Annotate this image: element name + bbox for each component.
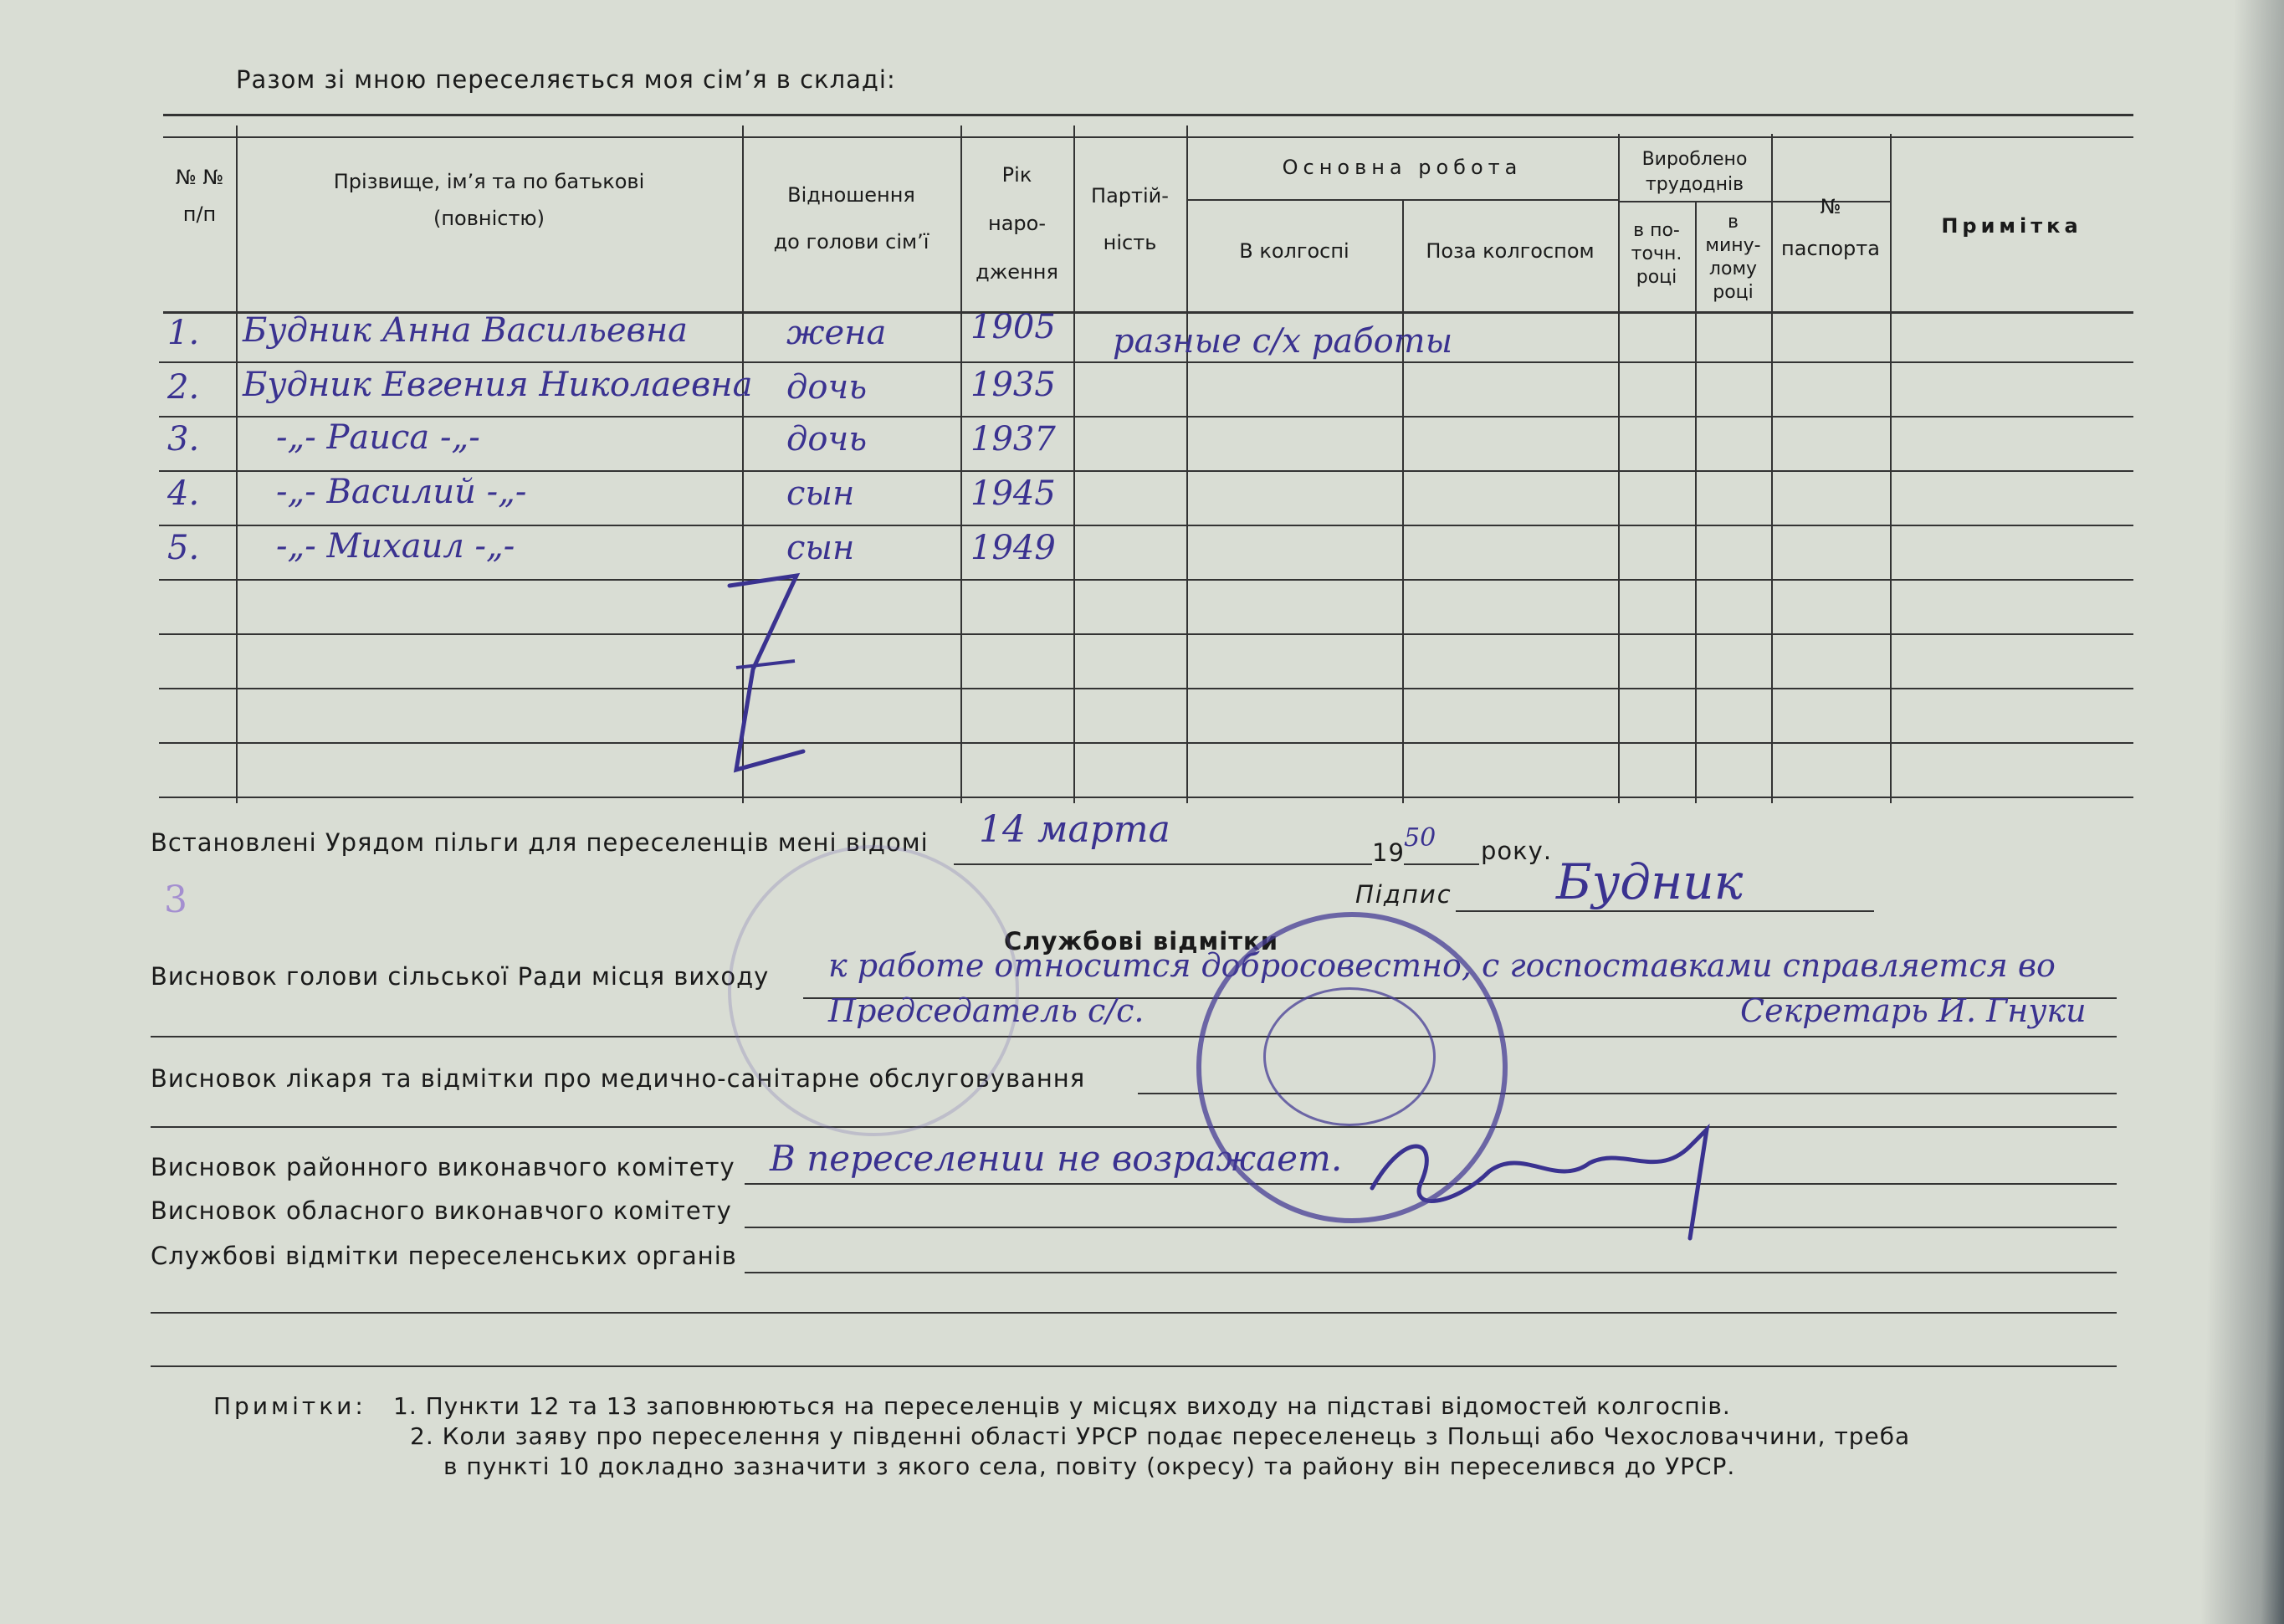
pencil-mark: 3: [164, 879, 187, 921]
row-4-name: -„- Василий -„-: [276, 473, 527, 511]
official-title: Службові відмітки: [1004, 927, 1279, 955]
faded-stamp: [728, 845, 1019, 1136]
regional-label: Висновок обласного виконавчого комітету: [151, 1196, 732, 1225]
row-1-work: разные с/х работы: [1113, 322, 1453, 361]
benefits-date: 14 марта: [979, 808, 1170, 851]
row-5-year: 1949: [970, 529, 1056, 567]
row-line: [159, 633, 2133, 635]
signature: Будник: [1556, 853, 1744, 910]
header-current-year: в по- точн. році: [1631, 220, 1682, 288]
row-2-year: 1935: [970, 366, 1056, 404]
row-4-relation: сын: [786, 474, 855, 513]
signature-line: [1456, 910, 1874, 912]
year-word: року.: [1481, 837, 1553, 865]
doctor-line-2: [151, 1126, 2117, 1128]
row-1-num: 1.: [167, 314, 200, 352]
header-passport: № паспорта: [1781, 195, 1880, 260]
district-label: Висновок районного виконавчого комітету: [151, 1153, 735, 1181]
row-2-relation: дочь: [786, 368, 868, 407]
col-line: [1186, 126, 1188, 803]
row-2-num: 2.: [167, 368, 200, 407]
row-4-year: 1945: [970, 474, 1056, 513]
village-text-2: Председатель с/с.: [828, 992, 1145, 1029]
year-prefix: 19: [1372, 838, 1405, 867]
district-text: В переселении не возражает.: [770, 1138, 1343, 1179]
row-3-relation: дочь: [786, 420, 868, 459]
row-line: [159, 797, 2133, 798]
row-line: [159, 688, 2133, 689]
note-2a: 2. Коли заяву про переселення у південні області УРСР подає переселенець з Польщі або Чехословаччини, треба: [410, 1422, 1911, 1450]
col-line: [1402, 201, 1404, 803]
header-workdays: Вироблено трудоднів: [1641, 149, 1748, 195]
signature-label: Підпис: [1355, 880, 1452, 909]
year-line: [1404, 863, 1479, 865]
row-line: [159, 470, 2133, 472]
stamp-emblem: [1263, 987, 1436, 1126]
header-note: Примітка: [1941, 214, 2082, 238]
row-line: [159, 742, 2133, 744]
row-5-relation: сын: [786, 529, 855, 567]
note-2b: в пункті 10 докладно зазначити з якого села, повіту (окресу) та району він переселився до УРСР.: [443, 1452, 1736, 1480]
table-inner-top-border: [163, 136, 2133, 138]
row-1-year: 1905: [970, 308, 1056, 346]
notes-title: Примітки:: [213, 1392, 366, 1420]
intro-text: Разом зі мною переселяється моя сім’я в складі:: [236, 65, 896, 94]
row-2-name: Будник Евгения Николаевна: [243, 366, 753, 404]
header-relation: Відношення до голови сім’ї: [773, 183, 929, 254]
village-text-3: Секретарь И. Гнуки: [1740, 992, 2087, 1029]
benefits-line: [954, 863, 1372, 865]
year-suffix: 50: [1404, 823, 1436, 853]
benefits-label: Встановлені Урядом пільги для переселенців мені відомі: [151, 828, 929, 857]
note-1: 1. Пункти 12 та 13 заповнюються на переселенців у місцях виходу на підставі відомостей колгоспів.: [393, 1392, 1731, 1420]
row-line: [159, 579, 2133, 581]
row-3-year: 1937: [970, 420, 1056, 459]
village-line-2: [151, 1036, 2117, 1037]
header-in-kolkhoz: В колгоспі: [1239, 239, 1349, 263]
resettle-line-2: [151, 1312, 2117, 1314]
row-1-name: Будник Анна Васильевна: [243, 311, 689, 350]
resettle-line-1: [745, 1272, 2117, 1273]
header-year: Рік наро- дження: [976, 163, 1058, 284]
header-party: Партій- ність: [1091, 184, 1169, 254]
header-name: Прізвище, ім’я та по батькові (повністю): [333, 170, 645, 230]
row-5-name: -„- Михаил -„-: [276, 527, 515, 566]
header-main-work: Основна робота: [1282, 156, 1523, 179]
village-text-1: к работе относится добросовестно, с госпоставками справляется во: [828, 947, 2056, 984]
row-1-relation: жена: [786, 314, 887, 352]
row-line: [159, 525, 2133, 526]
header-num: № № п/п: [175, 166, 224, 226]
doctor-label: Висновок лікаря та відмітки про медично-санітарне обслуговування: [151, 1064, 1086, 1093]
village-label: Висновок голови сільської Ради місця виходу: [151, 962, 770, 991]
row-line: [159, 361, 2133, 363]
resettle-label: Службові відмітки переселенських органів: [151, 1242, 737, 1270]
table-top-border: [163, 114, 2133, 116]
resettle-line-3: [151, 1365, 2117, 1367]
header-last-year: в мину- лому році: [1705, 212, 1761, 303]
row-3-num: 3.: [167, 420, 200, 459]
header-outside-kolkhoz: Поза колгоспом: [1426, 239, 1595, 263]
row-5-num: 5.: [167, 529, 200, 567]
row-line: [159, 416, 2133, 418]
strike-mark: [720, 569, 820, 786]
row-4-num: 4.: [167, 474, 200, 513]
row-3-name: -„- Раиса -„-: [276, 418, 480, 457]
